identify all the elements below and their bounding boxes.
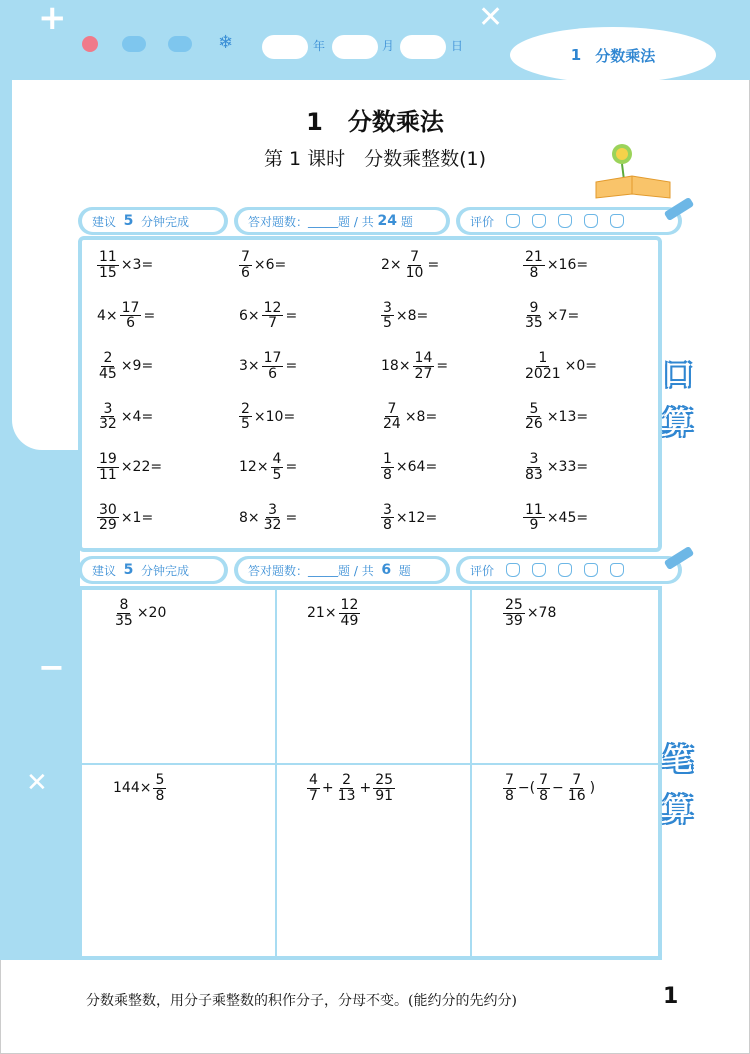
suggest-unit: 分钟完成 bbox=[141, 214, 190, 229]
numerator: 7 bbox=[387, 400, 397, 417]
expression-text: 2× bbox=[381, 257, 402, 274]
math-problem bbox=[112, 773, 167, 803]
answer-mid: 题 / 共 bbox=[338, 214, 374, 229]
math-problem bbox=[306, 773, 396, 803]
plus-icon: + bbox=[38, 0, 67, 38]
title-num: 1 bbox=[306, 108, 323, 136]
expression-text: ×8= bbox=[404, 408, 438, 425]
denominator: 8 bbox=[529, 264, 539, 281]
math-problem bbox=[522, 452, 589, 482]
fraction bbox=[153, 773, 166, 803]
fraction bbox=[262, 503, 284, 533]
fraction bbox=[537, 773, 550, 803]
numerator: 21 bbox=[525, 249, 543, 265]
answer-blank[interactable]: _____ bbox=[308, 214, 339, 228]
numerator: 30 bbox=[99, 501, 117, 518]
numerator: 2 bbox=[241, 400, 250, 417]
expression-text: = bbox=[285, 307, 298, 324]
suggest-label: 建议 bbox=[92, 563, 117, 578]
fraction bbox=[336, 773, 358, 803]
book-icon bbox=[592, 140, 676, 202]
fraction bbox=[307, 773, 320, 803]
expression-text: + bbox=[359, 780, 372, 797]
numerator: 5 bbox=[529, 400, 539, 417]
denominator: 91 bbox=[375, 787, 394, 804]
fraction bbox=[97, 250, 119, 280]
numerator: 7 bbox=[572, 772, 582, 788]
suggest-label: 建议 bbox=[92, 214, 117, 229]
day-field[interactable] bbox=[400, 35, 446, 59]
suggest-unit: 分钟完成 bbox=[141, 563, 190, 578]
expression-text: 4× bbox=[97, 307, 118, 324]
numerator: 2 bbox=[342, 772, 352, 788]
denominator: 39 bbox=[505, 612, 523, 629]
numerator: 17 bbox=[121, 299, 140, 316]
denominator: 15 bbox=[99, 264, 117, 281]
expression-text: − bbox=[552, 780, 564, 797]
math-problem bbox=[238, 503, 298, 533]
fraction bbox=[120, 301, 142, 331]
expression-text: = bbox=[427, 257, 440, 274]
denominator: 9 bbox=[529, 517, 539, 534]
rain-icon bbox=[168, 36, 192, 52]
expression-text: ) bbox=[589, 780, 596, 797]
numerator: 19 bbox=[99, 451, 117, 467]
grid-divider bbox=[78, 763, 662, 765]
fraction bbox=[339, 598, 361, 628]
math-problem bbox=[522, 301, 580, 331]
expression-text: ×9= bbox=[120, 358, 154, 375]
month-field[interactable] bbox=[332, 35, 378, 59]
thumb-icon[interactable] bbox=[506, 563, 520, 577]
answer-label: 答对题数： bbox=[248, 214, 309, 229]
answer-unit: 题 bbox=[398, 563, 411, 578]
numerator: 3 bbox=[103, 400, 113, 417]
denominator: 11 bbox=[99, 466, 117, 483]
answer-blank[interactable]: _____ bbox=[308, 563, 339, 577]
expression-text: ×12= bbox=[395, 509, 438, 526]
times-icon-2: ✕ bbox=[26, 768, 48, 798]
fraction bbox=[381, 503, 394, 533]
math-problem bbox=[522, 351, 598, 381]
expression-text: ×16= bbox=[546, 257, 589, 274]
lesson-subtitle: 第 1 课时 分数乘整数(1) bbox=[263, 148, 487, 170]
thumb-icon[interactable] bbox=[532, 214, 546, 228]
fraction bbox=[404, 250, 426, 280]
denominator: 13 bbox=[337, 787, 356, 804]
fraction bbox=[113, 598, 135, 628]
denominator: 24 bbox=[383, 416, 401, 433]
math-problem bbox=[238, 452, 298, 482]
numerator: 3 bbox=[383, 299, 392, 316]
denominator: 2021 bbox=[525, 365, 561, 382]
expression-text: ×8= bbox=[395, 307, 429, 324]
suggest-minutes: 5 bbox=[123, 562, 134, 578]
rule-note: 分数乘整数，用分子乘整数的积作分子，分母不变。(能约分的先约分) bbox=[86, 993, 517, 1009]
denominator: 45 bbox=[99, 365, 117, 382]
thumb-icon[interactable] bbox=[584, 563, 598, 577]
snow-icon: ❄ bbox=[218, 32, 234, 53]
math-problem bbox=[380, 351, 449, 381]
denominator: 7 bbox=[268, 315, 278, 332]
expression-text: ×7= bbox=[546, 307, 580, 324]
math-problem bbox=[96, 402, 154, 432]
expression-text: 8× bbox=[239, 509, 260, 526]
expression-text: 12× bbox=[239, 459, 269, 476]
fraction bbox=[97, 351, 119, 381]
lesson-tag-title: 分数乘法 bbox=[595, 46, 656, 65]
fraction bbox=[381, 301, 394, 331]
numerator: 12 bbox=[340, 597, 359, 613]
fraction bbox=[523, 452, 545, 482]
denominator: 49 bbox=[340, 612, 359, 629]
fraction bbox=[271, 452, 284, 482]
fraction bbox=[239, 250, 252, 280]
oral-side-label-2: 算 bbox=[663, 406, 693, 441]
numerator: 12 bbox=[263, 299, 282, 316]
suggest-minutes: 5 bbox=[123, 213, 134, 229]
math-problem bbox=[96, 351, 154, 381]
expression-text: = bbox=[143, 307, 156, 324]
numerator: 5 bbox=[155, 772, 165, 788]
expression-text: 6× bbox=[239, 307, 260, 324]
expression-text: = bbox=[285, 358, 298, 375]
denominator: 6 bbox=[241, 264, 250, 281]
math-problem bbox=[522, 402, 589, 432]
numerator: 14 bbox=[414, 350, 433, 366]
fraction bbox=[503, 598, 525, 628]
denominator: 8 bbox=[383, 466, 392, 483]
expression-text: ×13= bbox=[546, 408, 589, 425]
denominator: 8 bbox=[155, 787, 165, 804]
denominator: 35 bbox=[525, 315, 543, 332]
expression-text: ×22= bbox=[120, 459, 163, 476]
numerator: 1 bbox=[538, 350, 548, 366]
numerator: 9 bbox=[529, 299, 539, 316]
numerator: 3 bbox=[268, 501, 278, 518]
expression-text: ×45= bbox=[546, 509, 589, 526]
thumb-icon[interactable] bbox=[610, 563, 624, 577]
fraction bbox=[97, 452, 119, 482]
answer-unit: 题 bbox=[400, 214, 413, 229]
fraction bbox=[97, 503, 119, 533]
expression-text: 144× bbox=[113, 780, 152, 797]
expression-text: 21× bbox=[307, 605, 337, 622]
fraction bbox=[523, 351, 563, 381]
denominator: 6 bbox=[126, 315, 136, 332]
expression-text: = bbox=[285, 459, 298, 476]
denominator: 7 bbox=[309, 787, 318, 804]
denominator: 8 bbox=[505, 787, 514, 804]
expression-text: ×6= bbox=[253, 257, 287, 274]
grid-divider bbox=[275, 586, 277, 960]
fraction bbox=[262, 351, 284, 381]
numerator: 11 bbox=[525, 501, 543, 518]
expression-text: 18× bbox=[381, 358, 411, 375]
numerator: 3 bbox=[529, 451, 539, 467]
denominator: 8 bbox=[383, 517, 392, 534]
numerator: 7 bbox=[539, 772, 549, 788]
expression-text: ×33= bbox=[546, 459, 589, 476]
lesson-tag-num: 1 bbox=[570, 46, 582, 64]
math-problem bbox=[238, 351, 298, 381]
cloudy-icon bbox=[122, 36, 146, 52]
math-problem bbox=[380, 301, 429, 331]
math-problem bbox=[502, 598, 557, 628]
fraction bbox=[381, 402, 403, 432]
math-problem bbox=[380, 250, 440, 280]
year-label: 年 bbox=[313, 39, 326, 53]
thumb-icon[interactable] bbox=[506, 214, 520, 228]
math-problem bbox=[96, 452, 163, 482]
expression-text: ×78 bbox=[526, 605, 557, 622]
math-problem bbox=[238, 301, 298, 331]
fraction bbox=[566, 773, 588, 803]
numerator: 3 bbox=[383, 501, 392, 518]
numerator: 4 bbox=[309, 772, 318, 788]
lesson-tag bbox=[510, 27, 716, 83]
numerator: 25 bbox=[375, 772, 394, 788]
math-problem bbox=[96, 301, 156, 331]
numerator: 17 bbox=[263, 350, 282, 366]
page-title bbox=[0, 102, 750, 137]
expression-text: ×3= bbox=[120, 257, 154, 274]
math-problem bbox=[502, 773, 596, 803]
math-problem bbox=[522, 503, 589, 533]
title-text: 分数乘法 bbox=[347, 108, 444, 136]
numerator: 7 bbox=[505, 772, 514, 788]
math-problem bbox=[306, 598, 361, 628]
expression-text: ×1= bbox=[120, 509, 154, 526]
numerator: 4 bbox=[272, 451, 282, 467]
denominator: 32 bbox=[263, 517, 282, 534]
fraction bbox=[503, 773, 516, 803]
denominator: 26 bbox=[525, 416, 543, 433]
thumb-icon[interactable] bbox=[610, 214, 624, 228]
math-problem bbox=[380, 503, 438, 533]
fraction bbox=[97, 402, 119, 432]
answer-label: 答对题数： bbox=[248, 563, 309, 578]
expression-text: = bbox=[436, 358, 449, 375]
oral-info-bar bbox=[78, 207, 682, 235]
math-problem bbox=[96, 503, 154, 533]
expression-text: ×4= bbox=[120, 408, 154, 425]
rating-label: 评价 bbox=[470, 214, 495, 229]
fraction bbox=[262, 301, 284, 331]
written-info-bar bbox=[78, 556, 682, 584]
denominator: 5 bbox=[383, 315, 392, 332]
math-problem bbox=[380, 402, 438, 432]
sun-icon bbox=[82, 36, 98, 52]
expression-text: ×64= bbox=[395, 459, 438, 476]
math-problem bbox=[238, 250, 287, 280]
fraction bbox=[523, 250, 545, 280]
expression-text: ×20 bbox=[136, 605, 167, 622]
denominator: 16 bbox=[567, 787, 586, 804]
fraction bbox=[239, 402, 252, 432]
day-label: 日 bbox=[451, 39, 464, 53]
thumb-icon[interactable] bbox=[584, 214, 598, 228]
expression-text: −( bbox=[517, 780, 536, 797]
denominator: 10 bbox=[405, 264, 424, 281]
fraction bbox=[381, 452, 394, 482]
math-problem bbox=[380, 452, 438, 482]
answer-mid: 题 / 共 bbox=[338, 563, 374, 578]
math-problem bbox=[96, 250, 154, 280]
written-side-label-2: 算 bbox=[663, 793, 693, 828]
fraction bbox=[523, 301, 545, 331]
denominator: 8 bbox=[539, 787, 549, 804]
times-icon: ✕ bbox=[478, 0, 504, 35]
numerator: 7 bbox=[241, 249, 250, 265]
rating-label: 评价 bbox=[470, 563, 495, 578]
numerator: 2 bbox=[103, 350, 113, 366]
denominator: 32 bbox=[99, 416, 117, 433]
denominator: 83 bbox=[525, 466, 543, 483]
fraction bbox=[523, 402, 545, 432]
oral-side-label-1: 口 bbox=[663, 358, 693, 393]
written-side-label-1: 笔 bbox=[663, 743, 693, 778]
month-label: 月 bbox=[382, 39, 395, 53]
numerator: 25 bbox=[505, 597, 523, 613]
expression-text: ×0= bbox=[564, 358, 598, 375]
fraction bbox=[523, 503, 545, 533]
math-problem bbox=[522, 250, 589, 280]
numerator: 1 bbox=[383, 451, 392, 467]
expression-text: ×10= bbox=[253, 408, 296, 425]
page-number: 1 bbox=[663, 984, 679, 1009]
denominator: 29 bbox=[99, 517, 117, 534]
denominator: 27 bbox=[414, 365, 433, 382]
math-problem bbox=[238, 402, 296, 432]
denominator: 5 bbox=[241, 416, 250, 433]
denominator: 6 bbox=[268, 365, 278, 382]
thumb-icon[interactable] bbox=[558, 214, 572, 228]
answer-total: 6 bbox=[381, 562, 392, 578]
numerator: 11 bbox=[99, 249, 117, 265]
numerator: 7 bbox=[410, 249, 420, 265]
thumb-icon[interactable] bbox=[532, 563, 546, 577]
expression-text: 3× bbox=[239, 358, 260, 375]
minus-icon: − bbox=[38, 648, 65, 686]
answer-total: 24 bbox=[377, 213, 398, 229]
fraction bbox=[373, 773, 395, 803]
fraction bbox=[413, 351, 435, 381]
expression-text: = bbox=[285, 509, 298, 526]
expression-text: + bbox=[321, 780, 334, 797]
grid-divider bbox=[470, 586, 472, 960]
thumb-icon[interactable] bbox=[558, 563, 572, 577]
math-problem bbox=[112, 598, 167, 628]
denominator: 5 bbox=[272, 466, 282, 483]
denominator: 35 bbox=[115, 612, 133, 629]
year-field[interactable] bbox=[262, 35, 308, 59]
numerator: 8 bbox=[119, 597, 129, 613]
